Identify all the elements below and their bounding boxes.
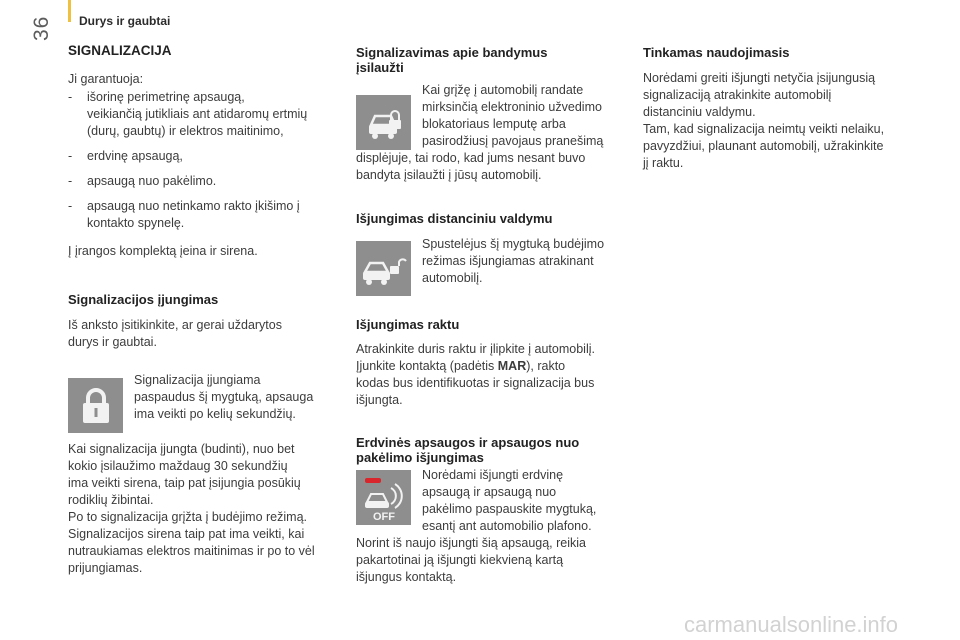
alert-title-line: Signalizavimas apie bandymus — [356, 45, 548, 60]
alert-text-line: pasirodžiusį pavojaus pranešimą — [422, 134, 604, 148]
volumetric-tail-line: Norint iš naujo išjungti šią apsaugą, reikia — [356, 536, 586, 550]
volumetric-title-line: Erdvinės apsaugos ir apsaugos nuo — [356, 435, 580, 450]
key-line-text: ), rakto — [526, 359, 566, 373]
list-item-line: veikiančią jutikliais ant atidaromų ertmių — [87, 107, 308, 121]
activation-title: Signalizacijos įjungimas — [68, 292, 219, 307]
body-line: Kai signalizacija įjungta (budinti), nuo bet — [68, 442, 295, 456]
list-item-line: erdvinę apsaugą, — [87, 149, 183, 163]
proper-use-line: pavyzdžiui, plaunant automobilį, užrakinkite — [643, 139, 884, 153]
proper-use-line: Tam, kad signalizacija neimtų veikti nelaiku, — [643, 122, 885, 136]
remote-text-line: režimas išjungiamas atrakinant — [422, 254, 594, 268]
body-line: prijungiamas. — [68, 561, 143, 575]
lock-button-row — [68, 372, 340, 423]
list-dash: - — [68, 199, 73, 213]
body-line: Signalizacijos sirena taip pat ima veikti, kai — [68, 527, 305, 541]
body-line: Po to signalizacija grįžta į budėjimo režimą. — [68, 510, 307, 524]
alert-title — [356, 45, 628, 75]
key-line: kodas bus identifikuotas ir signalizacija bus — [356, 376, 595, 390]
alert-icon-box — [356, 95, 411, 150]
key-line: išjungta. — [356, 393, 403, 407]
volumetric-text-line: Norėdami išjungti erdvinę — [422, 468, 564, 482]
remote-icon-box — [356, 241, 411, 296]
volumetric-text-line: esantį ant automobilio plafono. — [422, 519, 592, 533]
list-dash: - — [68, 174, 73, 188]
column-1 — [68, 40, 340, 577]
off-label: OFF — [372, 510, 395, 522]
remote-title: Išjungimas distanciniu valdymu — [356, 211, 553, 226]
lock-text-line: paspaudus šį mygtuką, apsauga — [134, 390, 314, 404]
volumetric-row — [356, 467, 628, 535]
alert-tail-line: displėjuje, tai rodo, kad jums nesant buvo — [356, 151, 586, 165]
list-item-line: kontakto spynelę. — [87, 216, 185, 230]
activation-body — [68, 441, 340, 577]
volumetric-title-line: pakėlimo išjungimas — [356, 450, 484, 465]
header-accent-bar — [68, 0, 71, 22]
volumetric-text-line: pakėlimo paspauskite mygtuką, — [422, 502, 597, 516]
page-number: 36 — [30, 15, 53, 41]
alert-text-line: mirksinčią elektroninio užvedimo — [422, 100, 602, 114]
list-dash: - — [68, 149, 73, 163]
list-item-line: (durų, gaubtų) ir elektros maitinimo, — [87, 124, 284, 138]
remote-text-line: Spustelėjus šį mygtuką budėjimo — [422, 237, 605, 251]
body-line: kokio įsilaužimo maždaug 30 sekundžių — [68, 459, 288, 473]
list-item — [68, 89, 340, 140]
column-3 — [643, 40, 918, 172]
car-unlock-icon — [361, 252, 407, 286]
key-line: Atrakinkite duris raktu ir įlipkite į automobilį. — [356, 342, 595, 356]
list-item — [68, 198, 340, 232]
body-line: rodiklių žibintai. — [68, 493, 154, 507]
remote-text-line: automobilį. — [422, 271, 483, 285]
proper-use-line: Norėdami greiti išjungti netyčia įsijungusią — [643, 71, 876, 85]
key-title: Išjungimas raktu — [356, 317, 460, 332]
alert-row — [356, 82, 628, 150]
section-title: Durys ir gaubtai — [79, 14, 171, 28]
alert-title-line: įsilaužti — [356, 60, 404, 75]
list-dash: - — [68, 90, 73, 104]
alert-tail-line: bandyta įsilaužti į jūsų automobilį. — [356, 168, 542, 182]
activation-intro-line: durys ir gaubtai. — [68, 335, 157, 349]
proper-use-body — [643, 70, 918, 172]
key-line — [356, 358, 628, 375]
volumetric-title — [356, 435, 628, 465]
key-line-text: Įjunkite kontaktą (padėtis — [356, 359, 498, 373]
proper-use-title: Tinkamas naudojimasis — [643, 45, 790, 60]
body-line: nutraukiamas elektros maitinimas ir po to vėl — [68, 544, 315, 558]
volumetric-tail-line: išjungus kontaktą. — [356, 570, 457, 584]
alarm-title: SIGNALIZACIJA — [68, 43, 172, 58]
key-body — [356, 341, 628, 409]
volumetric-tail-line: pakartotinai ją išjungti kiekvieną kartą — [356, 553, 564, 567]
proper-use-line: signalizaciją atrakinkite automobilį — [643, 88, 832, 102]
proper-use-line: distanciniu valdymu. — [643, 105, 756, 119]
list-item — [68, 173, 340, 190]
volumetric-icon-box — [356, 470, 411, 525]
intro-text: Ji garantuoja: — [68, 72, 144, 86]
volumetric-text-line: apsaugą ir apsaugą nuo — [422, 485, 557, 499]
lock-icon — [79, 386, 113, 426]
alert-text-line: Kai grįžę į automobilį randate — [422, 83, 584, 97]
list-item — [68, 148, 340, 165]
column-2 — [356, 40, 628, 586]
lock-text-line: Signalizacija įjungiama — [134, 373, 261, 387]
lock-button-icon-box — [68, 378, 123, 433]
list-item-line: išorinę perimetrinę apsaugą, — [87, 90, 245, 104]
proper-use-line: jį raktu. — [643, 156, 684, 170]
lock-text-line: ima veikti po kelių sekundžių. — [134, 407, 296, 421]
body-line: ima veikti sirena, taip pat įsijungia posūkių — [68, 476, 301, 490]
watermark: carmanualsonline.info — [684, 612, 899, 637]
list-item-line: apsaugą nuo netinkamo rakto įkišimo į — [87, 199, 300, 213]
alert-text-line: blokatoriaus lemputę arba — [422, 117, 566, 131]
remote-row — [356, 236, 628, 308]
kit-text: Į įrangos komplektą įeina ir sirena. — [68, 244, 258, 258]
list-item-line: apsaugą nuo pakėlimo. — [87, 174, 217, 188]
car-alert-icon — [364, 103, 404, 143]
activation-intro-line: Iš anksto įsitikinkite, ar gerai uždarytos — [68, 318, 282, 332]
ignition-position-mar: MAR — [497, 359, 527, 373]
volumetric-sensor-off-icon — [361, 474, 407, 522]
